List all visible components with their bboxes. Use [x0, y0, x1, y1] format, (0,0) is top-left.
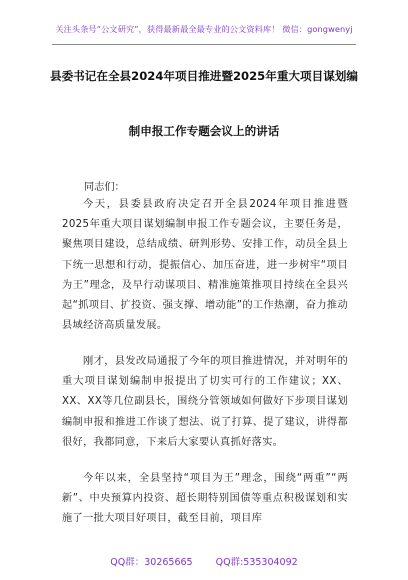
footer-qq-group-1: QQ群：30265665 — [110, 557, 193, 568]
header-divider — [52, 44, 356, 45]
document-title-line-2: 制申报工作专题会议上的讲话 — [128, 124, 280, 138]
paragraph-2: 刚才，县发改局通报了今年的项目推进情况，并对明年的重大项目谋划编制申报提出了切实可行的工作建议；XX、XX、XX等几位副县长，围绕分管领域如何做好下步项目谋划编制申报和推进工作谈了想法、说了打算、提了建议，讲得都很好，我都同意，下来后大家要认真抓好落实。 — [62, 356, 348, 448]
paragraph-3: 今年以来，全县坚持“项目为王”理念，围绕“两重”“两新”、中央预算内投资、超长期特别国债等重点积极谋划和实施了一批大项目好项目，截至目前，项目库 — [62, 473, 348, 525]
paragraph-1: 今天，县委县政府决定召开全县2024年项目推进暨2025年重大项目谋划编制申报工作专题会议，主要任务是，聚焦项目建设，总结成绩、研判形势、安排工作，动员全县上下统一思想和行动，提振信心、加压奋进，进一步树牢“项目为王”理念，及早行动谋项目、精准施策推项目持续在全县兴起“抓项目、扩投资、强支撑、增动能”的工作热潮，奋力推动县域经济高质量发展。 — [62, 199, 348, 332]
promo-banner: 关注头条号“公文研究”，获得最新最全最专业的公文资料库！ 微信：gongwenyj — [55, 24, 353, 34]
footer-contacts — [0, 554, 408, 568]
footer-qq-group-2: QQ群:535304092 — [215, 557, 298, 568]
document-title-line-1: 县委书记在全县2024年项目推进暨2025年重大项目谋划编 — [49, 69, 358, 83]
salutation: 同志们： — [84, 182, 125, 193]
